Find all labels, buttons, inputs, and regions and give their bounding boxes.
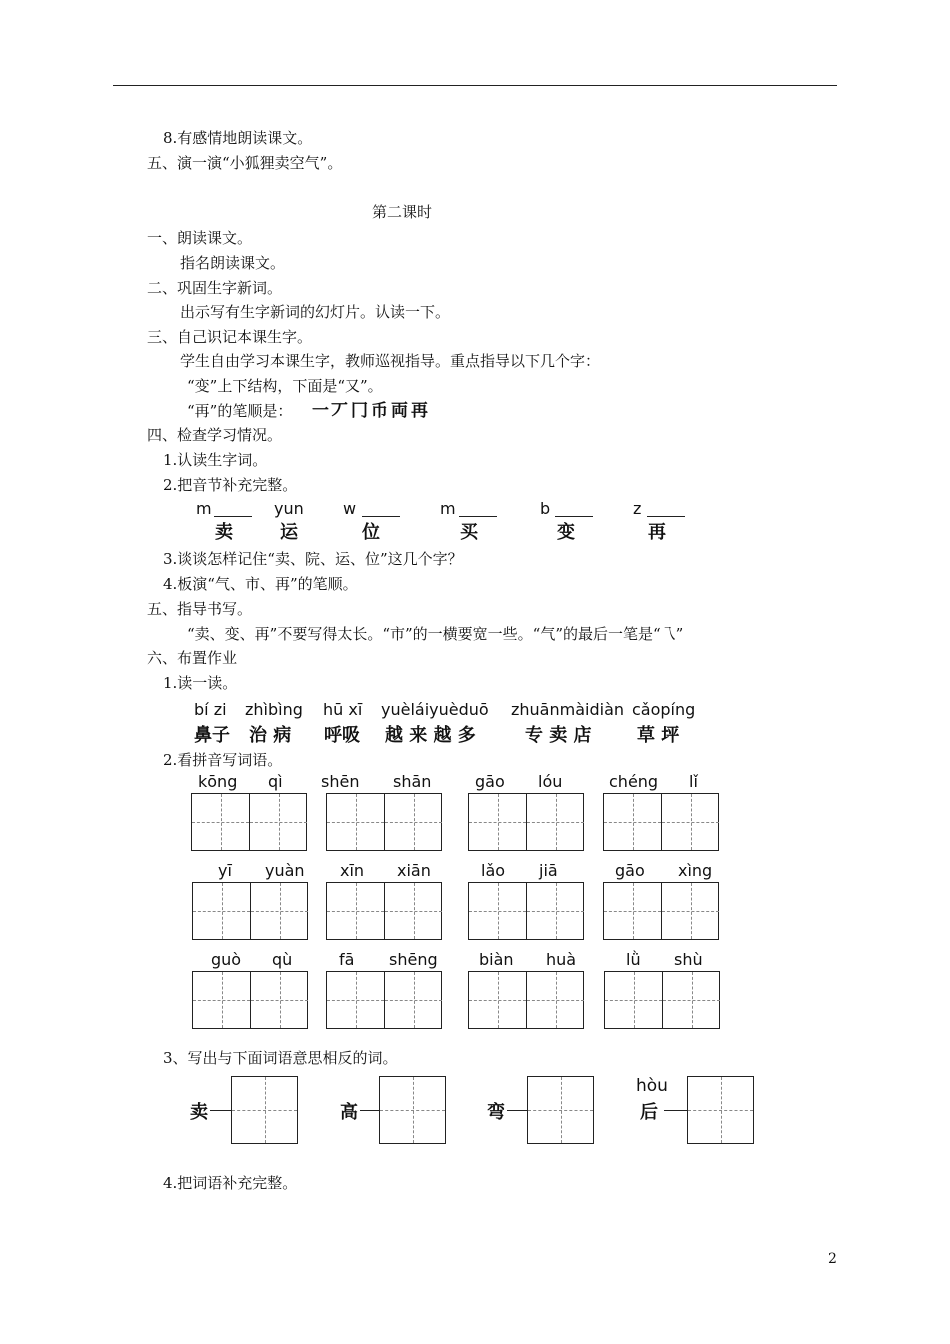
syllable-initial: b bbox=[540, 499, 551, 518]
syllable-initial: yun bbox=[274, 499, 304, 518]
grid-pinyin: yī bbox=[218, 861, 232, 880]
text-line: 三、自己识记本课生字。 bbox=[147, 328, 313, 346]
header-rule bbox=[113, 85, 837, 86]
text-line: 3.谈谈怎样记住“卖、院、运、位”这几个字？ bbox=[163, 550, 463, 568]
writing-box[interactable] bbox=[326, 971, 442, 1029]
word-hanzi: 越 来 越 多 bbox=[385, 725, 476, 746]
writing-box[interactable] bbox=[326, 793, 442, 851]
grid-pinyin: gāo bbox=[615, 861, 645, 880]
grid-pinyin: xīn bbox=[340, 861, 365, 880]
text-line: “卖、变、再”不要写得太长。“市”的一横要宽一些。“气”的最后一笔是“乁” bbox=[187, 625, 684, 643]
syllable-blank[interactable] bbox=[214, 516, 252, 517]
connector-dash bbox=[210, 1110, 231, 1111]
text-line: 1.认读生字词。 bbox=[163, 451, 268, 469]
grid-pinyin: lǜ bbox=[626, 950, 641, 969]
syllable-char: 再 bbox=[648, 522, 666, 543]
word-pinyin: zhìbìng bbox=[245, 700, 303, 719]
syllable-blank[interactable] bbox=[647, 516, 685, 517]
grid-pinyin: lǐ bbox=[689, 772, 698, 791]
syllable-char: 变 bbox=[557, 522, 575, 543]
text-line: 学生自由学习本课生字，教师巡视指导。重点指导以下几个字： bbox=[180, 352, 601, 370]
word-pinyin: yuèláiyuèduō bbox=[381, 700, 489, 719]
word-pinyin: hū xī bbox=[323, 700, 363, 719]
writing-box[interactable] bbox=[191, 793, 307, 851]
writing-box[interactable] bbox=[468, 971, 584, 1029]
answer-box[interactable] bbox=[687, 1076, 754, 1144]
text-line: 2.看拼音写词语。 bbox=[163, 751, 283, 769]
section-title: 第二课时 bbox=[372, 203, 433, 221]
syllable-initial: m bbox=[196, 499, 212, 518]
text-line: 3、写出与下面词语意思相反的词。 bbox=[163, 1049, 398, 1067]
writing-box[interactable] bbox=[468, 882, 584, 940]
word-hanzi: 呼吸 bbox=[324, 725, 360, 746]
stroke-glyph: 両 bbox=[391, 401, 408, 421]
writing-box[interactable] bbox=[192, 971, 308, 1029]
grid-pinyin: huà bbox=[546, 950, 577, 969]
grid-pinyin: xìng bbox=[678, 861, 713, 880]
word-hanzi: 治 病 bbox=[249, 725, 292, 746]
grid-pinyin: shēng bbox=[389, 950, 438, 969]
antonym-word: 弯 bbox=[487, 1102, 505, 1123]
grid-pinyin: kōng bbox=[198, 772, 238, 791]
answer-box[interactable] bbox=[379, 1076, 446, 1144]
word-pinyin: zhuānmàidiàn bbox=[511, 700, 625, 719]
text-line: 四、检查学习情况。 bbox=[147, 426, 283, 444]
connector-dash bbox=[360, 1110, 379, 1111]
page-number: 2 bbox=[828, 1251, 837, 1267]
antonym-word: 后 bbox=[640, 1102, 658, 1123]
text-line: “变”上下结构，下面是“又”。 bbox=[187, 377, 383, 395]
word-hanzi: 草 坪 bbox=[637, 725, 680, 746]
syllable-initial: w bbox=[343, 499, 357, 518]
text-line: 出示写有生字新词的幻灯片。认读一下。 bbox=[180, 303, 451, 321]
text-line: 指名朗读课文。 bbox=[180, 254, 286, 272]
text-line: 五、演一演“小狐狸卖空气”。 bbox=[147, 154, 343, 172]
grid-pinyin: biàn bbox=[479, 950, 514, 969]
stroke-glyph: 一 bbox=[312, 401, 329, 421]
connector-dash bbox=[664, 1110, 687, 1111]
grid-pinyin: qì bbox=[268, 772, 283, 791]
grid-pinyin: guò bbox=[211, 950, 242, 969]
grid-pinyin: qù bbox=[272, 950, 293, 969]
grid-pinyin: gāo bbox=[475, 772, 505, 791]
syllable-char: 买 bbox=[460, 522, 478, 543]
writing-box[interactable] bbox=[468, 793, 584, 851]
grid-pinyin: lóu bbox=[538, 772, 563, 791]
writing-box[interactable] bbox=[326, 882, 442, 940]
grid-pinyin: lǎo bbox=[481, 861, 506, 880]
text-line: 2.把音节补充完整。 bbox=[163, 476, 298, 494]
stroke-glyph: 丆 bbox=[331, 401, 348, 421]
text-line: 一、朗读课文。 bbox=[147, 229, 253, 247]
word-hanzi: 专 卖 店 bbox=[525, 725, 592, 746]
text-line: 六、布置作业 bbox=[147, 649, 238, 667]
text-line: 8.有感情地朗读课文。 bbox=[163, 129, 313, 147]
syllable-char: 卖 bbox=[215, 522, 233, 543]
answer-box[interactable] bbox=[527, 1076, 594, 1144]
syllable-initial: z bbox=[633, 499, 642, 518]
syllable-blank[interactable] bbox=[459, 516, 497, 517]
grid-pinyin: yuàn bbox=[265, 861, 305, 880]
text-line: “再”的笔顺是： bbox=[187, 402, 293, 420]
antonym-pinyin: hòu bbox=[636, 1076, 668, 1096]
text-line: 五、指导书写。 bbox=[147, 600, 253, 618]
writing-box[interactable] bbox=[603, 882, 719, 940]
antonym-word: 高 bbox=[340, 1102, 358, 1123]
grid-pinyin: fā bbox=[339, 950, 355, 969]
text-line: 1.读一读。 bbox=[163, 674, 238, 692]
grid-pinyin: chéng bbox=[609, 772, 659, 791]
grid-pinyin: shù bbox=[674, 950, 703, 969]
answer-box[interactable] bbox=[231, 1076, 298, 1144]
text-line: 二、巩固生字新词。 bbox=[147, 279, 283, 297]
syllable-initial: m bbox=[440, 499, 456, 518]
stroke-glyph: 币 bbox=[371, 401, 388, 421]
stroke-glyph: 冂 bbox=[351, 401, 368, 421]
writing-box[interactable] bbox=[604, 971, 720, 1029]
grid-pinyin: shān bbox=[393, 772, 432, 791]
syllable-blank[interactable] bbox=[362, 516, 400, 517]
antonym-word: 卖 bbox=[190, 1102, 208, 1123]
writing-box[interactable] bbox=[603, 793, 719, 851]
grid-pinyin: shēn bbox=[321, 772, 360, 791]
text-line: 4.把词语补充完整。 bbox=[163, 1174, 298, 1192]
grid-pinyin: jiā bbox=[539, 861, 558, 880]
syllable-char: 位 bbox=[362, 522, 380, 543]
word-pinyin: bí zi bbox=[194, 700, 227, 719]
word-pinyin: cǎopíng bbox=[632, 700, 696, 719]
text-line: 4.板演“气、市、再”的笔顺。 bbox=[163, 575, 358, 593]
writing-box[interactable] bbox=[192, 882, 308, 940]
grid-pinyin: xiān bbox=[397, 861, 431, 880]
syllable-blank[interactable] bbox=[555, 516, 593, 517]
syllable-char: 运 bbox=[280, 522, 298, 543]
connector-dash bbox=[507, 1110, 527, 1111]
word-hanzi: 鼻子 bbox=[194, 725, 230, 746]
stroke-glyph: 再 bbox=[411, 401, 428, 421]
